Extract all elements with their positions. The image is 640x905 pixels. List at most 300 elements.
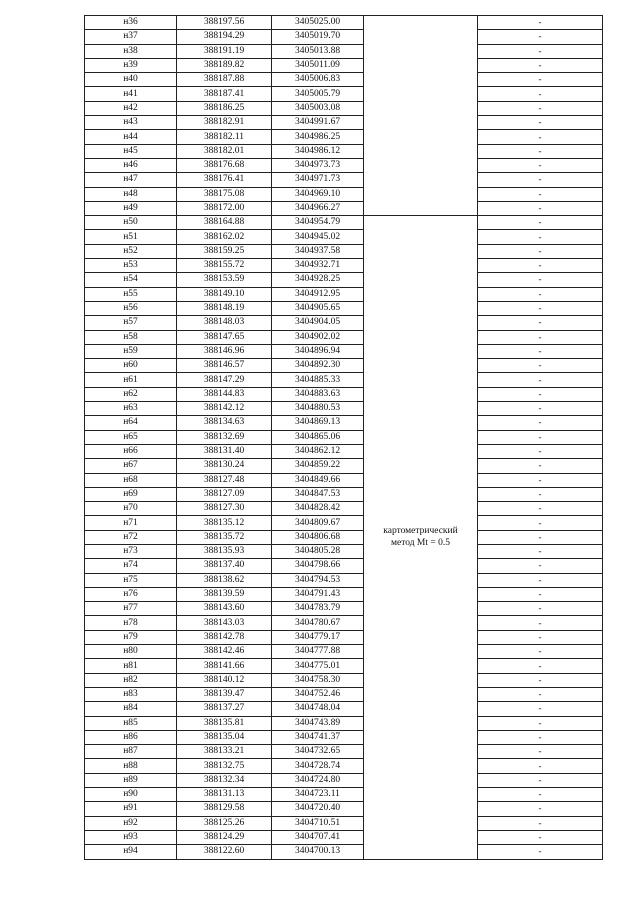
table-row (85, 587, 603, 601)
table-row (85, 416, 603, 430)
table-row (85, 559, 603, 573)
point-id-cell: н85 (85, 716, 177, 730)
x-coordinate-cell: 388133.21 (177, 745, 272, 759)
table-row (85, 687, 603, 701)
y-coordinate-cell: 3404986.12 (272, 144, 364, 158)
x-coordinate-cell: 388137.40 (177, 559, 272, 573)
point-id-cell: н74 (85, 559, 177, 573)
x-coordinate-cell: 388146.57 (177, 359, 272, 373)
y-coordinate-cell: 3404905.65 (272, 301, 364, 315)
accuracy-cell: - (478, 359, 603, 373)
point-id-cell: н86 (85, 730, 177, 744)
table-row (85, 301, 603, 315)
accuracy-cell: - (478, 430, 603, 444)
accuracy-cell: - (478, 659, 603, 673)
point-id-cell: н64 (85, 416, 177, 430)
point-id-cell: н93 (85, 830, 177, 844)
point-id-cell: н55 (85, 287, 177, 301)
point-id-cell: н69 (85, 487, 177, 501)
y-coordinate-cell: 3404937.58 (272, 244, 364, 258)
x-coordinate-cell: 388147.65 (177, 330, 272, 344)
x-coordinate-cell: 388125.26 (177, 816, 272, 830)
x-coordinate-cell: 388131.13 (177, 788, 272, 802)
x-coordinate-cell: 388191.19 (177, 44, 272, 58)
table-row (85, 244, 603, 258)
table-row (85, 544, 603, 558)
point-id-cell: н80 (85, 645, 177, 659)
table-row (85, 530, 603, 544)
y-coordinate-cell: 3404783.79 (272, 602, 364, 616)
table-row (85, 459, 603, 473)
point-id-cell: н52 (85, 244, 177, 258)
x-coordinate-cell: 388140.12 (177, 673, 272, 687)
point-id-cell: н82 (85, 673, 177, 687)
accuracy-cell: - (478, 44, 603, 58)
table-row (85, 502, 603, 516)
x-coordinate-cell: 388137.27 (177, 702, 272, 716)
point-id-cell: н79 (85, 630, 177, 644)
method-accuracy: метод Mt = 0.5 (390, 538, 450, 549)
accuracy-cell: - (478, 30, 603, 44)
point-id-cell: н65 (85, 430, 177, 444)
table-row (85, 444, 603, 458)
table-row (85, 287, 603, 301)
table-row (85, 259, 603, 273)
x-coordinate-cell: 388189.82 (177, 58, 272, 72)
accuracy-cell: - (478, 373, 603, 387)
x-coordinate-cell: 388143.60 (177, 602, 272, 616)
x-coordinate-cell: 388146.96 (177, 344, 272, 358)
accuracy-cell: - (478, 516, 603, 530)
x-coordinate-cell: 388134.63 (177, 416, 272, 430)
method-cell (364, 216, 478, 859)
accuracy-cell: - (478, 316, 603, 330)
point-id-cell: н47 (85, 173, 177, 187)
y-coordinate-cell: 3404741.37 (272, 730, 364, 744)
accuracy-cell: - (478, 473, 603, 487)
coordinates-sheet (84, 15, 603, 860)
table-row (85, 745, 603, 759)
accuracy-cell: - (478, 759, 603, 773)
table-row (85, 430, 603, 444)
y-coordinate-cell: 3404902.02 (272, 330, 364, 344)
accuracy-cell: - (478, 330, 603, 344)
x-coordinate-cell: 388139.47 (177, 687, 272, 701)
y-coordinate-cell: 3404869.13 (272, 416, 364, 430)
accuracy-cell: - (478, 444, 603, 458)
point-id-cell: н48 (85, 187, 177, 201)
table-row (85, 473, 603, 487)
point-id-cell: н78 (85, 616, 177, 630)
y-coordinate-cell: 3404954.79 (272, 216, 364, 230)
accuracy-cell: - (478, 544, 603, 558)
point-id-cell: н94 (85, 845, 177, 859)
x-coordinate-cell: 388187.41 (177, 87, 272, 101)
point-id-cell: н58 (85, 330, 177, 344)
table-row (85, 316, 603, 330)
x-coordinate-cell: 388130.24 (177, 459, 272, 473)
x-coordinate-cell: 388175.08 (177, 187, 272, 201)
x-coordinate-cell: 388135.12 (177, 516, 272, 530)
accuracy-cell: - (478, 344, 603, 358)
accuracy-cell: - (478, 487, 603, 501)
y-coordinate-cell: 3404862.12 (272, 444, 364, 458)
x-coordinate-cell: 388127.09 (177, 487, 272, 501)
point-id-cell: н62 (85, 387, 177, 401)
point-id-cell: н90 (85, 788, 177, 802)
point-id-cell: н53 (85, 259, 177, 273)
y-coordinate-cell: 3404791.43 (272, 587, 364, 601)
accuracy-cell: - (478, 173, 603, 187)
accuracy-cell: - (478, 73, 603, 87)
method-cell-empty (364, 16, 478, 216)
table-row (85, 16, 603, 30)
point-id-cell: н67 (85, 459, 177, 473)
x-coordinate-cell: 388194.29 (177, 30, 272, 44)
x-coordinate-cell: 388182.91 (177, 116, 272, 130)
table-row (85, 387, 603, 401)
accuracy-cell: - (478, 502, 603, 516)
table-row (85, 158, 603, 172)
y-coordinate-cell: 3404971.73 (272, 173, 364, 187)
accuracy-cell: - (478, 402, 603, 416)
table-row (85, 616, 603, 630)
accuracy-cell: - (478, 602, 603, 616)
x-coordinate-cell: 388127.48 (177, 473, 272, 487)
accuracy-cell: - (478, 530, 603, 544)
x-coordinate-cell: 388142.78 (177, 630, 272, 644)
y-coordinate-cell: 3404724.80 (272, 773, 364, 787)
point-id-cell: н56 (85, 301, 177, 315)
accuracy-cell: - (478, 645, 603, 659)
table-row (85, 673, 603, 687)
point-id-cell: н43 (85, 116, 177, 130)
point-id-cell: н75 (85, 573, 177, 587)
table-row (85, 630, 603, 644)
accuracy-cell: - (478, 216, 603, 230)
y-coordinate-cell: 3405003.08 (272, 101, 364, 115)
y-coordinate-cell: 3404806.68 (272, 530, 364, 544)
accuracy-cell: - (478, 301, 603, 315)
table-row (85, 759, 603, 773)
y-coordinate-cell: 3404859.22 (272, 459, 364, 473)
x-coordinate-cell: 388172.00 (177, 201, 272, 215)
y-coordinate-cell: 3404912.95 (272, 287, 364, 301)
y-coordinate-cell: 3404865.06 (272, 430, 364, 444)
accuracy-cell: - (478, 687, 603, 701)
x-coordinate-cell: 388127.30 (177, 502, 272, 516)
accuracy-cell: - (478, 273, 603, 287)
x-coordinate-cell: 388148.03 (177, 316, 272, 330)
table-row (85, 44, 603, 58)
accuracy-cell: - (478, 773, 603, 787)
y-coordinate-cell: 3404723.11 (272, 788, 364, 802)
table-row (85, 58, 603, 72)
y-coordinate-cell: 3404928.25 (272, 273, 364, 287)
accuracy-cell: - (478, 730, 603, 744)
point-id-cell: н83 (85, 687, 177, 701)
accuracy-cell: - (478, 630, 603, 644)
accuracy-cell: - (478, 387, 603, 401)
x-coordinate-cell: 388153.59 (177, 273, 272, 287)
y-coordinate-cell: 3404743.89 (272, 716, 364, 730)
accuracy-cell: - (478, 673, 603, 687)
x-coordinate-cell: 388141.66 (177, 659, 272, 673)
point-id-cell: н71 (85, 516, 177, 530)
table-row (85, 130, 603, 144)
point-id-cell: н57 (85, 316, 177, 330)
table-row (85, 344, 603, 358)
y-coordinate-cell: 3404758.30 (272, 673, 364, 687)
point-id-cell: н87 (85, 745, 177, 759)
x-coordinate-cell: 388143.03 (177, 616, 272, 630)
coordinates-table (84, 15, 603, 860)
point-id-cell: н38 (85, 44, 177, 58)
point-id-cell: н44 (85, 130, 177, 144)
x-coordinate-cell: 388162.02 (177, 230, 272, 244)
y-coordinate-cell: 3405025.00 (272, 16, 364, 30)
accuracy-cell: - (478, 287, 603, 301)
x-coordinate-cell: 388148.19 (177, 301, 272, 315)
x-coordinate-cell: 388147.29 (177, 373, 272, 387)
accuracy-cell: - (478, 144, 603, 158)
accuracy-cell: - (478, 416, 603, 430)
point-id-cell: н76 (85, 587, 177, 601)
x-coordinate-cell: 388182.11 (177, 130, 272, 144)
accuracy-cell: - (478, 101, 603, 115)
point-id-cell: н68 (85, 473, 177, 487)
point-id-cell: н92 (85, 816, 177, 830)
y-coordinate-cell: 3404969.10 (272, 187, 364, 201)
table-row (85, 816, 603, 830)
y-coordinate-cell: 3404779.17 (272, 630, 364, 644)
x-coordinate-cell: 388186.25 (177, 101, 272, 115)
table-row (85, 773, 603, 787)
y-coordinate-cell: 3404809.67 (272, 516, 364, 530)
table-row (85, 201, 603, 215)
y-coordinate-cell: 3404991.67 (272, 116, 364, 130)
table-row (85, 402, 603, 416)
table-row (85, 216, 603, 230)
table-row (85, 330, 603, 344)
y-coordinate-cell: 3404896.94 (272, 344, 364, 358)
table-row (85, 702, 603, 716)
table-row (85, 487, 603, 501)
point-id-cell: н49 (85, 201, 177, 215)
y-coordinate-cell: 3405005.79 (272, 87, 364, 101)
x-coordinate-cell: 388142.46 (177, 645, 272, 659)
x-coordinate-cell: 388159.25 (177, 244, 272, 258)
point-id-cell: н60 (85, 359, 177, 373)
point-id-cell: н50 (85, 216, 177, 230)
y-coordinate-cell: 3404885.33 (272, 373, 364, 387)
table-row (85, 602, 603, 616)
x-coordinate-cell: 388142.12 (177, 402, 272, 416)
y-coordinate-cell: 3405013.88 (272, 44, 364, 58)
y-coordinate-cell: 3404892.30 (272, 359, 364, 373)
accuracy-cell: - (478, 845, 603, 859)
x-coordinate-cell: 388138.62 (177, 573, 272, 587)
x-coordinate-cell: 388122.60 (177, 845, 272, 859)
point-id-cell: н77 (85, 602, 177, 616)
y-coordinate-cell: 3404945.02 (272, 230, 364, 244)
accuracy-cell: - (478, 816, 603, 830)
point-id-cell: н40 (85, 73, 177, 87)
table-row (85, 187, 603, 201)
x-coordinate-cell: 388129.58 (177, 802, 272, 816)
y-coordinate-cell: 3404798.66 (272, 559, 364, 573)
y-coordinate-cell: 3405011.09 (272, 58, 364, 72)
point-id-cell: н91 (85, 802, 177, 816)
accuracy-cell: - (478, 158, 603, 172)
point-id-cell: н66 (85, 444, 177, 458)
x-coordinate-cell: 388135.93 (177, 544, 272, 558)
point-id-cell: н46 (85, 158, 177, 172)
table-row (85, 73, 603, 87)
x-coordinate-cell: 388135.72 (177, 530, 272, 544)
accuracy-cell: - (478, 58, 603, 72)
x-coordinate-cell: 388131.40 (177, 444, 272, 458)
x-coordinate-cell: 388144.83 (177, 387, 272, 401)
table-row (85, 273, 603, 287)
x-coordinate-cell: 388155.72 (177, 259, 272, 273)
accuracy-cell: - (478, 716, 603, 730)
accuracy-cell: - (478, 702, 603, 716)
table-row (85, 116, 603, 130)
accuracy-cell: - (478, 187, 603, 201)
table-row (85, 144, 603, 158)
table-row (85, 516, 603, 530)
x-coordinate-cell: 388197.56 (177, 16, 272, 30)
y-coordinate-cell: 3404805.28 (272, 544, 364, 558)
y-coordinate-cell: 3404728.74 (272, 759, 364, 773)
point-id-cell: н84 (85, 702, 177, 716)
y-coordinate-cell: 3404883.63 (272, 387, 364, 401)
point-id-cell: н59 (85, 344, 177, 358)
y-coordinate-cell: 3404710.51 (272, 816, 364, 830)
x-coordinate-cell: 388132.75 (177, 759, 272, 773)
y-coordinate-cell: 3404973.73 (272, 158, 364, 172)
point-id-cell: н89 (85, 773, 177, 787)
accuracy-cell: - (478, 116, 603, 130)
y-coordinate-cell: 3404780.67 (272, 616, 364, 630)
accuracy-cell: - (478, 259, 603, 273)
y-coordinate-cell: 3404732.65 (272, 745, 364, 759)
table-row (85, 645, 603, 659)
accuracy-cell: - (478, 230, 603, 244)
point-id-cell: н54 (85, 273, 177, 287)
x-coordinate-cell: 388135.04 (177, 730, 272, 744)
accuracy-cell: - (478, 802, 603, 816)
coordinates-table-body (85, 16, 603, 860)
method-name: картометрический (383, 526, 458, 537)
point-id-cell: н88 (85, 759, 177, 773)
y-coordinate-cell: 3404794.53 (272, 573, 364, 587)
x-coordinate-cell: 388182.01 (177, 144, 272, 158)
point-id-cell: н36 (85, 16, 177, 30)
point-id-cell: н61 (85, 373, 177, 387)
y-coordinate-cell: 3404986.25 (272, 130, 364, 144)
x-coordinate-cell: 388176.68 (177, 158, 272, 172)
accuracy-cell: - (478, 459, 603, 473)
table-row (85, 573, 603, 587)
table-row (85, 845, 603, 859)
point-id-cell: н39 (85, 58, 177, 72)
y-coordinate-cell: 3405006.83 (272, 73, 364, 87)
accuracy-cell: - (478, 745, 603, 759)
table-row (85, 730, 603, 744)
accuracy-cell: - (478, 244, 603, 258)
table-row (85, 716, 603, 730)
point-id-cell: н63 (85, 402, 177, 416)
x-coordinate-cell: 388164.88 (177, 216, 272, 230)
y-coordinate-cell: 3404849.66 (272, 473, 364, 487)
table-row (85, 373, 603, 387)
y-coordinate-cell: 3404700.13 (272, 845, 364, 859)
accuracy-cell: - (478, 130, 603, 144)
point-id-cell: н42 (85, 101, 177, 115)
accuracy-cell: - (478, 788, 603, 802)
x-coordinate-cell: 388135.81 (177, 716, 272, 730)
y-coordinate-cell: 3404828.42 (272, 502, 364, 516)
table-row (85, 659, 603, 673)
accuracy-cell: - (478, 616, 603, 630)
point-id-cell: н37 (85, 30, 177, 44)
y-coordinate-cell: 3404904.05 (272, 316, 364, 330)
y-coordinate-cell: 3404932.71 (272, 259, 364, 273)
table-row (85, 802, 603, 816)
table-row (85, 230, 603, 244)
y-coordinate-cell: 3404707.41 (272, 830, 364, 844)
y-coordinate-cell: 3404720.40 (272, 802, 364, 816)
table-row (85, 788, 603, 802)
point-id-cell: н72 (85, 530, 177, 544)
x-coordinate-cell: 388149.10 (177, 287, 272, 301)
x-coordinate-cell: 388124.29 (177, 830, 272, 844)
table-row (85, 101, 603, 115)
table-row (85, 30, 603, 44)
point-id-cell: н45 (85, 144, 177, 158)
x-coordinate-cell: 388176.41 (177, 173, 272, 187)
accuracy-cell: - (478, 559, 603, 573)
x-coordinate-cell: 388187.88 (177, 73, 272, 87)
accuracy-cell: - (478, 573, 603, 587)
accuracy-cell: - (478, 830, 603, 844)
table-row (85, 830, 603, 844)
y-coordinate-cell: 3404966.27 (272, 201, 364, 215)
y-coordinate-cell: 3404847.53 (272, 487, 364, 501)
y-coordinate-cell: 3404775.01 (272, 659, 364, 673)
table-row (85, 87, 603, 101)
point-id-cell: н81 (85, 659, 177, 673)
y-coordinate-cell: 3404880.53 (272, 402, 364, 416)
y-coordinate-cell: 3404777.88 (272, 645, 364, 659)
point-id-cell: н70 (85, 502, 177, 516)
accuracy-cell: - (478, 587, 603, 601)
y-coordinate-cell: 3404752.46 (272, 687, 364, 701)
y-coordinate-cell: 3405019.70 (272, 30, 364, 44)
x-coordinate-cell: 388132.34 (177, 773, 272, 787)
x-coordinate-cell: 388139.59 (177, 587, 272, 601)
table-row (85, 173, 603, 187)
y-coordinate-cell: 3404748.04 (272, 702, 364, 716)
table-row (85, 359, 603, 373)
point-id-cell: н73 (85, 544, 177, 558)
accuracy-cell: - (478, 16, 603, 30)
x-coordinate-cell: 388132.69 (177, 430, 272, 444)
accuracy-cell: - (478, 201, 603, 215)
point-id-cell: н51 (85, 230, 177, 244)
